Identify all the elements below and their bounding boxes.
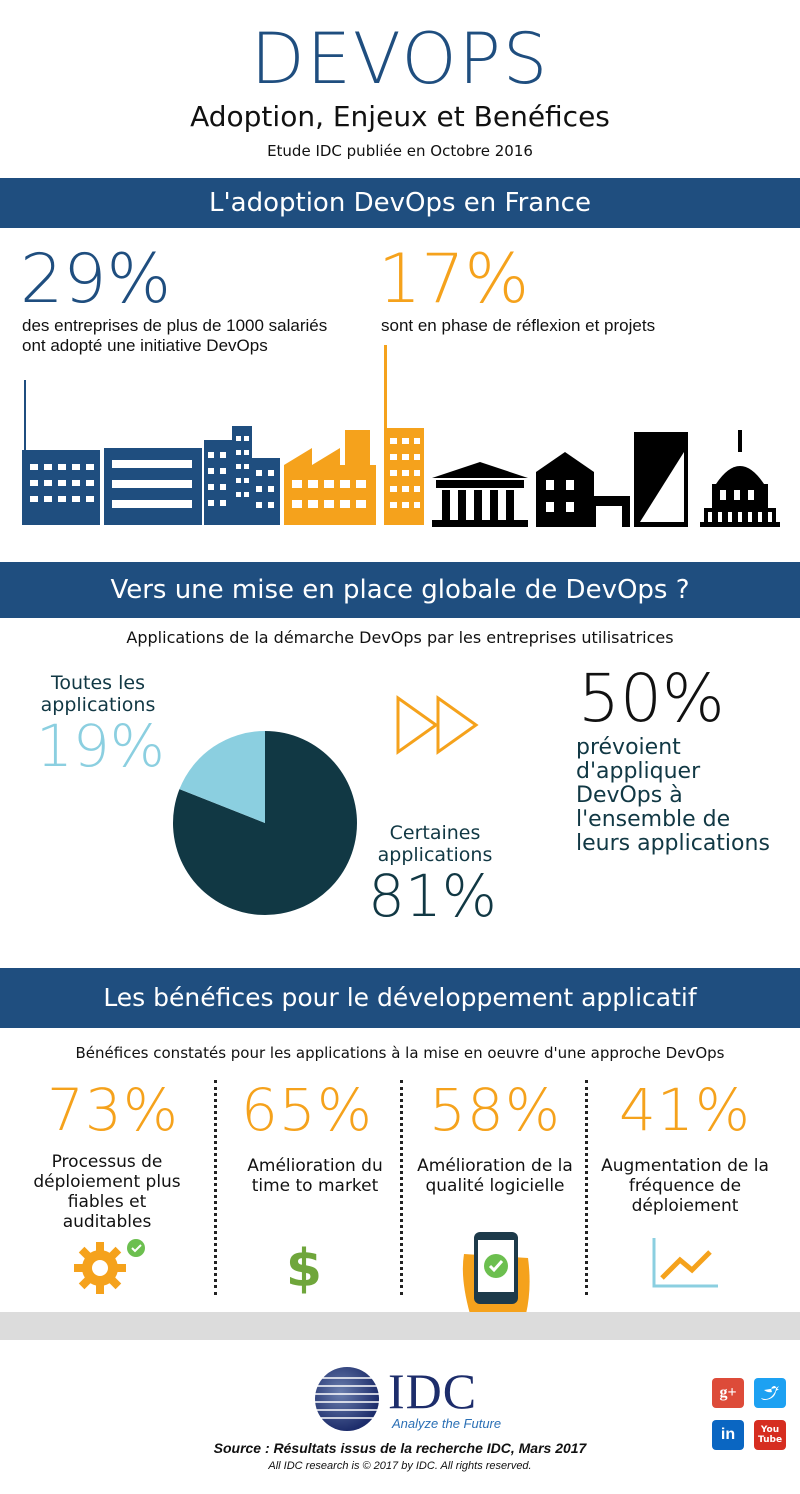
benefit-value: 65% xyxy=(241,1076,373,1144)
section-banner-adoption: L'adoption DevOps en France xyxy=(0,178,800,228)
slice-all-value: 19% xyxy=(36,712,165,780)
benefit-label: Amélioration du time to market xyxy=(247,1156,383,1196)
idc-globe-logo-icon xyxy=(312,1364,382,1434)
section-banner-benefits: Les bénéfices pour le développement applicatif xyxy=(0,968,800,1028)
source-note: Source : Résultats issus de la recherche IDC, Mars 2017 xyxy=(213,1440,587,1456)
phone-check-icon xyxy=(456,1228,536,1314)
twitter-bird-glyph xyxy=(760,1385,780,1401)
youtube-glyph: You xyxy=(760,1425,780,1435)
linkedin-icon[interactable]: in xyxy=(712,1420,744,1450)
idc-tagline: Analyze the Future xyxy=(392,1416,502,1431)
line-chart-icon xyxy=(650,1236,720,1292)
google-plus-icon[interactable]: g+ xyxy=(712,1378,744,1408)
svg-text:$: $ xyxy=(285,1239,323,1294)
stat-adopted-value: 29% xyxy=(20,240,172,319)
forecast-text: prévoient d'appliquer DevOps à l'ensemble de leurs applications xyxy=(576,735,770,856)
footer-band xyxy=(0,1312,800,1340)
page-subtitle: Adoption, Enjeux et Benéfices xyxy=(190,100,610,133)
stat-reflection-text: sont en phase de réflexion et projets xyxy=(381,316,656,335)
gear-check-icon xyxy=(70,1236,150,1296)
benefit-value: 73% xyxy=(47,1076,179,1144)
benefit-value: 41% xyxy=(619,1076,751,1144)
pie-chart xyxy=(170,728,360,918)
slice-all-label: Toutes les applications xyxy=(40,672,156,716)
city-skyline-illustration xyxy=(0,340,800,535)
dollar-icon xyxy=(284,1238,324,1294)
slice-some-value: 81% xyxy=(368,862,497,930)
twitter-icon[interactable] xyxy=(754,1378,786,1408)
benefit-label: Amélioration de la qualité logicielle xyxy=(417,1156,573,1196)
forward-arrows-icon xyxy=(392,694,488,756)
benefit-label: Augmentation de la fréquence de déploiement xyxy=(601,1156,769,1216)
section3-caption: Bénéfices constatés pour les applications à la mise en oeuvre d'une approche DevOps xyxy=(75,1044,725,1062)
copyright-note: All IDC research is © 2017 by IDC. All rights reserved. xyxy=(268,1460,532,1472)
benefit-label: Processus de déploiement plus fiables et auditables xyxy=(33,1152,181,1232)
youtube-glyph: Tube xyxy=(757,1435,783,1445)
youtube-icon[interactable] xyxy=(754,1420,786,1450)
section-banner-global: Vers une mise en place globale de DevOps ? xyxy=(0,562,800,618)
study-note: Etude IDC publiée en Octobre 2016 xyxy=(267,142,533,160)
stat-adopted-text: des entreprises de plus de 1000 salariés ont adopté une initiative DevOps xyxy=(22,316,328,355)
slice-some-label: Certaines applications xyxy=(377,822,493,866)
idc-logo-text: IDC xyxy=(388,1363,478,1419)
section2-caption: Applications de la démarche DevOps par les entreprises utilisatrices xyxy=(126,628,674,647)
forecast-value: 50% xyxy=(578,660,725,737)
benefit-value: 58% xyxy=(429,1076,561,1144)
stat-reflection-value: 17% xyxy=(378,240,530,319)
page-title: DEVOPS xyxy=(250,18,550,100)
